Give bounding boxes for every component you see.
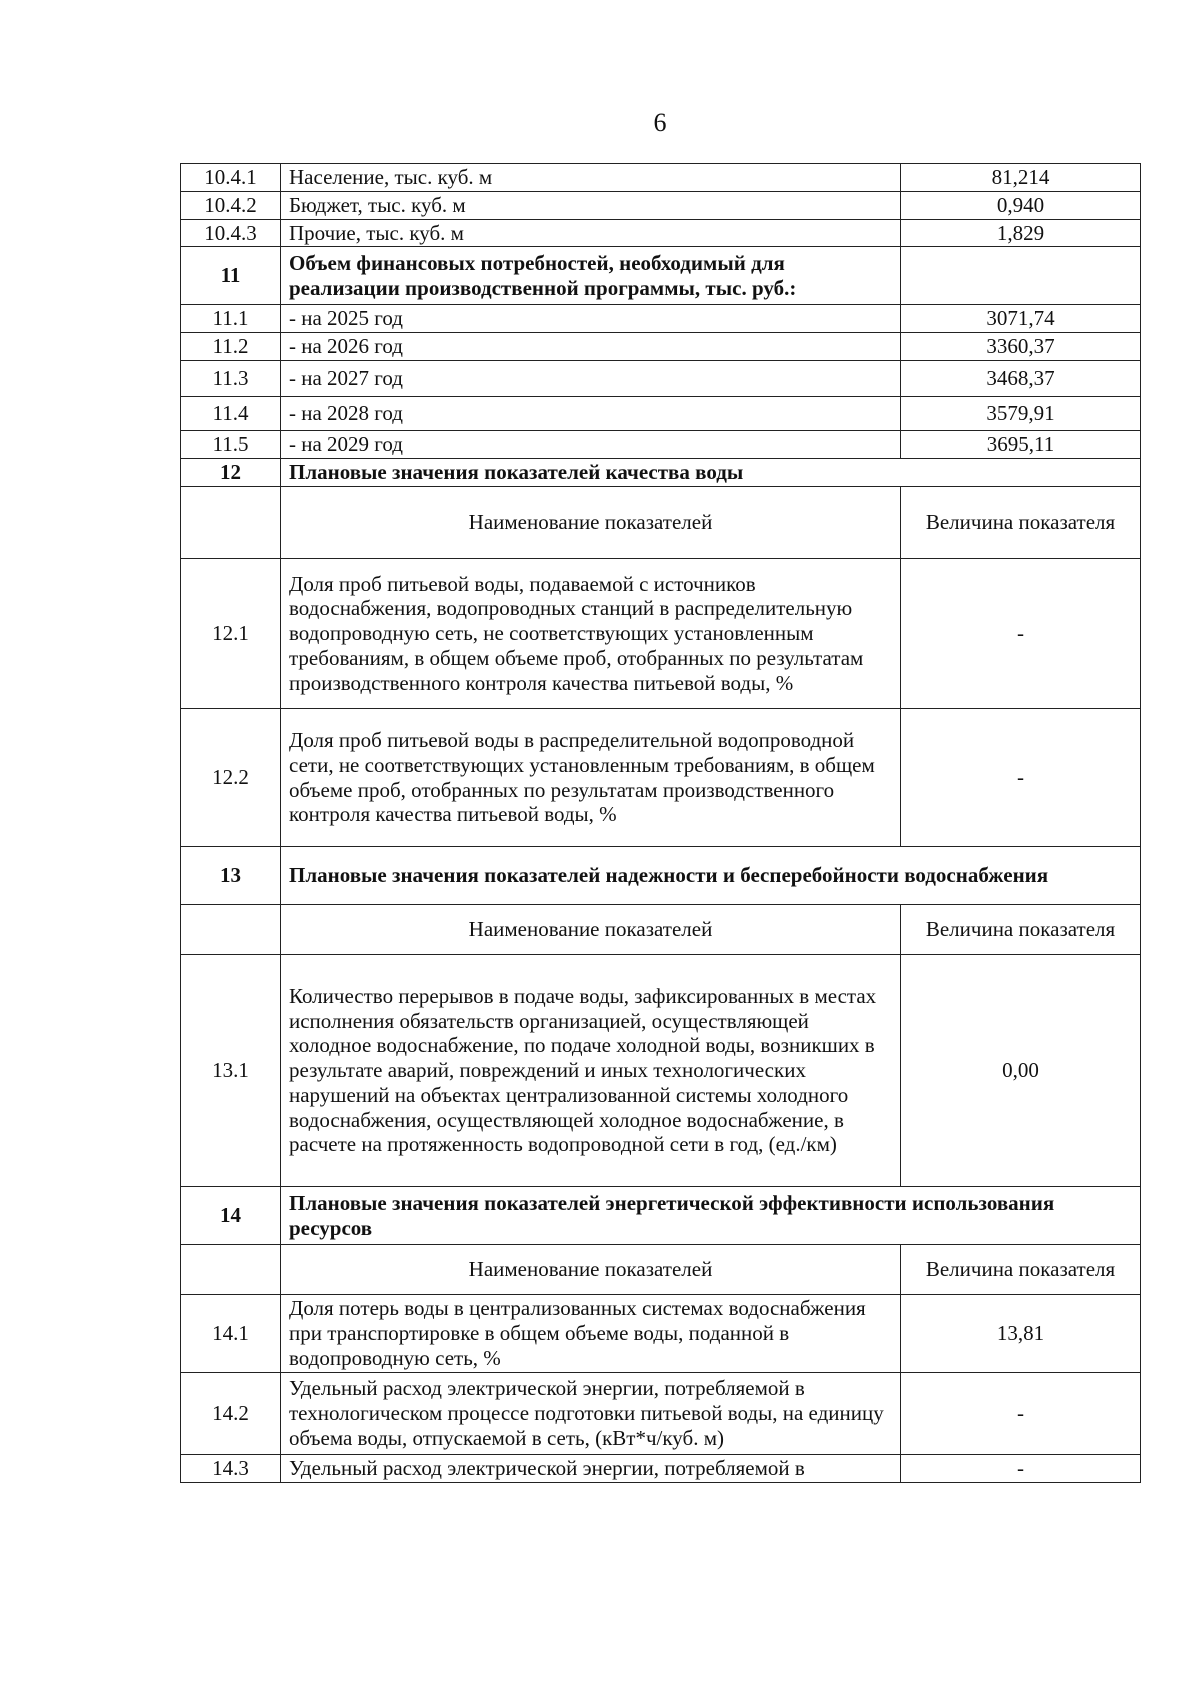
row-name: - на 2028 год <box>281 397 901 431</box>
row-value: - <box>901 1373 1141 1455</box>
row-value: 3695,11 <box>901 431 1141 459</box>
row-number: 10.4.1 <box>181 164 281 192</box>
column-header-value: Величина показателя <box>901 487 1141 559</box>
column-header-name: Наименование показателей <box>281 905 901 955</box>
section-title: Плановые значения показателей качества воды <box>281 459 1141 487</box>
table-row <box>181 955 1141 1187</box>
column-header-row <box>181 905 1141 955</box>
row-value: 0,940 <box>901 191 1141 219</box>
production-program-table <box>180 163 1141 1483</box>
row-name: Доля проб питьевой воды в распределительной водопроводной сети, не соответствующих установленным требованиям, в общем объеме проб, отобранных по результатам производственного контроля качества питьевой воды, % <box>281 709 901 847</box>
row-number: 11.2 <box>181 333 281 361</box>
table-row <box>181 431 1141 459</box>
column-header-name: Наименование показателей <box>281 1245 901 1295</box>
row-number: 11.5 <box>181 431 281 459</box>
table-row <box>181 397 1141 431</box>
table-row <box>181 709 1141 847</box>
row-name: - на 2025 год <box>281 305 901 333</box>
section-header-row <box>181 1187 1141 1245</box>
row-value: - <box>901 559 1141 709</box>
row-number: 10.4.3 <box>181 219 281 247</box>
row-name: Бюджет, тыс. куб. м <box>281 191 901 219</box>
row-number: 14.1 <box>181 1295 281 1373</box>
row-value: 1,829 <box>901 219 1141 247</box>
row-number: 13.1 <box>181 955 281 1187</box>
row-value: 13,81 <box>901 1295 1141 1373</box>
empty-cell <box>181 1245 281 1295</box>
column-header-row <box>181 487 1141 559</box>
row-name: Удельный расход электрической энергии, потребляемой в <box>281 1455 901 1483</box>
row-name: Количество перерывов в подаче воды, зафиксированных в местах исполнения обязательств организацией, осуществляющей холодное водоснабжение, по подаче холодной воды, возникших в результате аварий, повреждений и иных технологических нарушений на объектах централизованной системы холодного водоснабжения, осуществляющей холодное водоснабжение, в расчете на протяженность водопроводной сети в год, (ед./км) <box>281 955 901 1187</box>
row-value: - <box>901 709 1141 847</box>
section-header-row <box>181 459 1141 487</box>
column-header-row <box>181 1245 1141 1295</box>
column-header-value: Величина показателя <box>901 1245 1141 1295</box>
row-value: 3360,37 <box>901 333 1141 361</box>
row-name: Прочие, тыс. куб. м <box>281 219 901 247</box>
row-name: Население, тыс. куб. м <box>281 164 901 192</box>
column-header-name: Наименование показателей <box>281 487 901 559</box>
row-value: 3468,37 <box>901 361 1141 397</box>
section-header-row <box>181 247 1141 305</box>
row-number: 11.1 <box>181 305 281 333</box>
section-title: Плановые значения показателей надежности и бесперебойности водоснабжения <box>281 847 1141 905</box>
table-row <box>181 333 1141 361</box>
column-header-value: Величина показателя <box>901 905 1141 955</box>
table-row <box>181 559 1141 709</box>
row-name: Доля потерь воды в централизованных системах водоснабжения при транспортировке в общем объеме воды, поданной в водопроводную сеть, % <box>281 1295 901 1373</box>
table-row <box>181 164 1141 192</box>
table-row <box>181 305 1141 333</box>
row-value: - <box>901 1455 1141 1483</box>
table-row <box>181 219 1141 247</box>
row-number: 14.3 <box>181 1455 281 1483</box>
section-header-row <box>181 847 1141 905</box>
empty-cell <box>901 247 1141 305</box>
row-number: 10.4.2 <box>181 191 281 219</box>
table-row <box>181 361 1141 397</box>
row-number: 14.2 <box>181 1373 281 1455</box>
row-value: 81,214 <box>901 164 1141 192</box>
section-number: 11 <box>181 247 281 305</box>
row-number: 12.1 <box>181 559 281 709</box>
table-row <box>181 191 1141 219</box>
table-row <box>181 1373 1141 1455</box>
row-value: 3071,74 <box>901 305 1141 333</box>
section-number: 14 <box>181 1187 281 1245</box>
empty-cell <box>181 487 281 559</box>
section-number: 12 <box>181 459 281 487</box>
row-value: 3579,91 <box>901 397 1141 431</box>
section-title: Плановые значения показателей энергетической эффективности использования ресурсов <box>281 1187 1141 1245</box>
section-title: Объем финансовых потребностей, необходимый для реализации производственной программы, тыс. руб.: <box>281 247 901 305</box>
row-name: - на 2027 год <box>281 361 901 397</box>
row-name: - на 2026 год <box>281 333 901 361</box>
row-number: 11.4 <box>181 397 281 431</box>
table-row <box>181 1455 1141 1483</box>
row-name: Доля проб питьевой воды, подаваемой с источников водоснабжения, водопроводных станций в распределительную водопроводную сеть, не соответствующих установленным требованиям, в общем объеме проб, отобранных по результатам производственного контроля качества питьевой воды, % <box>281 559 901 709</box>
section-number: 13 <box>181 847 281 905</box>
row-value: 0,00 <box>901 955 1141 1187</box>
page-number: 6 <box>653 108 667 137</box>
empty-cell <box>181 905 281 955</box>
row-number: 11.3 <box>181 361 281 397</box>
table-row <box>181 1295 1141 1373</box>
row-name: Удельный расход электрической энергии, потребляемой в технологическом процессе подготовки питьевой воды, на единицу объема воды, отпускаемой в сеть, (кВт*ч/куб. м) <box>281 1373 901 1455</box>
row-number: 12.2 <box>181 709 281 847</box>
row-name: - на 2029 год <box>281 431 901 459</box>
